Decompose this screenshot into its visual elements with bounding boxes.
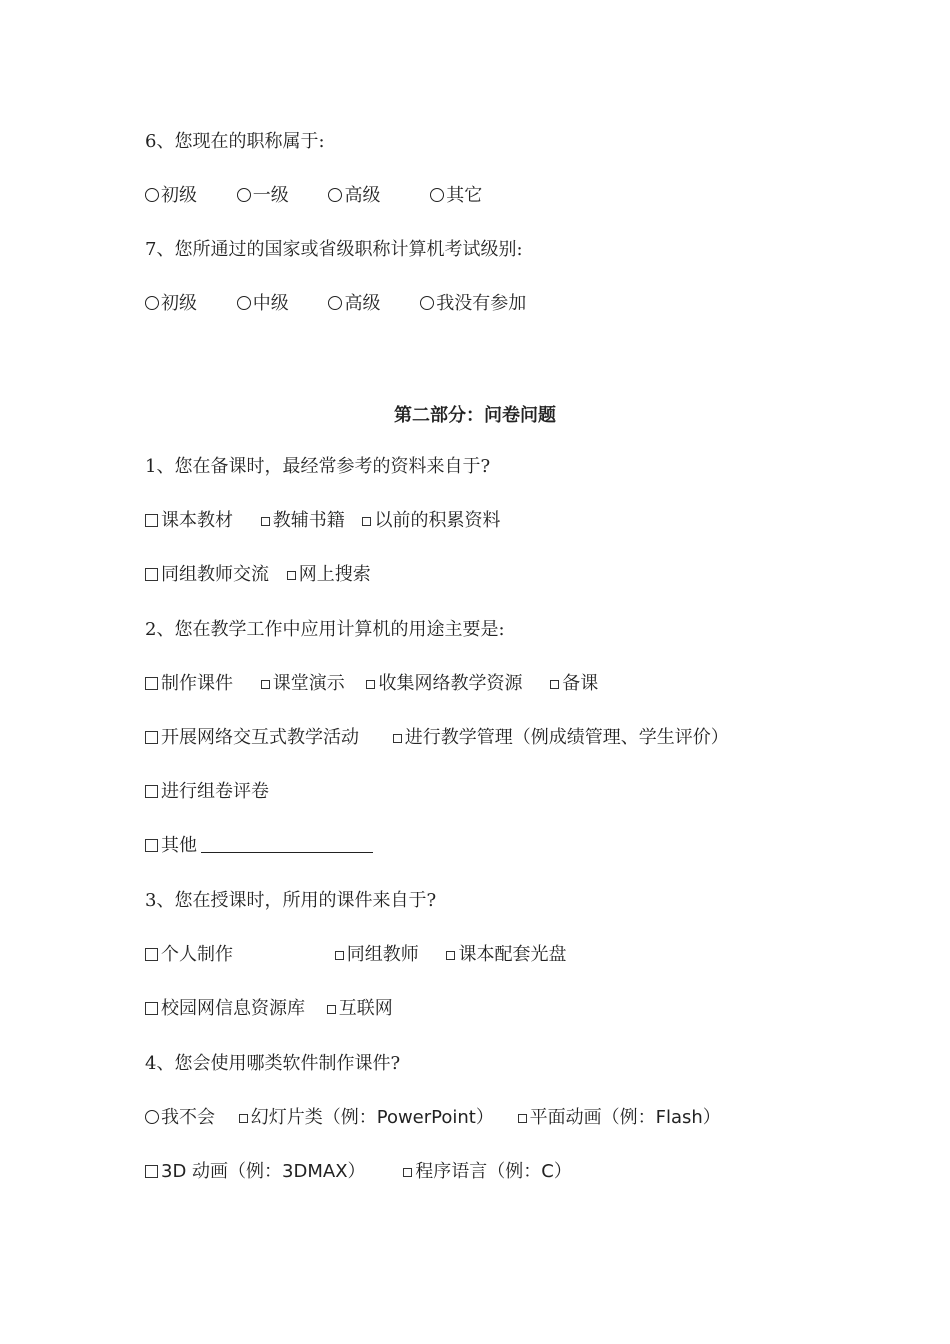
radio-icon[interactable] <box>237 296 251 310</box>
q4-option-4[interactable] <box>145 1160 366 1184</box>
checkbox-icon[interactable] <box>335 951 344 960</box>
question-p2-4: 4、您会使用哪类软件制作课件? <box>145 1053 401 1074</box>
option-label: 同组教师 <box>346 944 419 965</box>
radio-icon[interactable] <box>328 296 342 310</box>
option-label: 高级 <box>344 185 381 206</box>
question-7: 7、您所通过的国家或省级职称计算机考试级别: <box>145 239 523 260</box>
q6-option-2[interactable] <box>237 184 289 208</box>
option-label: 其它 <box>446 185 483 206</box>
q2-option-6[interactable] <box>393 726 729 750</box>
q2-options-row2 <box>145 726 763 750</box>
option-label: 进行教学管理（例成绩管理、学生评价） <box>404 727 729 748</box>
radio-icon[interactable] <box>328 188 342 202</box>
question-7-options <box>145 292 560 316</box>
q2-option-3[interactable] <box>366 672 522 696</box>
checkbox-icon[interactable] <box>145 568 158 581</box>
q7-option-2[interactable] <box>237 292 289 316</box>
option-label: 课本配套光盘 <box>458 944 567 965</box>
option-label: 网上搜索 <box>298 564 371 585</box>
q4-option-1[interactable] <box>145 1106 215 1130</box>
question-p2-2: 2、您在教学工作中应用计算机的用途主要是: <box>145 619 505 640</box>
option-label: 开展网络交互式教学活动 <box>161 727 359 748</box>
q1-options-row2 <box>145 563 405 587</box>
q3-option-4[interactable] <box>145 997 305 1021</box>
checkbox-icon[interactable] <box>362 517 371 526</box>
q1-options-row1 <box>145 509 534 533</box>
q2-option-2[interactable] <box>261 672 345 696</box>
option-label: 我不会 <box>161 1107 215 1128</box>
q2-option-5[interactable] <box>145 726 359 750</box>
option-label: 收集网络教学资源 <box>378 673 523 694</box>
checkbox-icon[interactable] <box>518 1114 527 1123</box>
option-label: 平面动画（例：Flash） <box>529 1107 721 1128</box>
q1-option-4[interactable] <box>145 563 269 587</box>
checkbox-icon[interactable] <box>145 839 158 852</box>
option-label: 一级 <box>252 185 289 206</box>
checkbox-icon[interactable] <box>145 785 158 798</box>
radio-icon[interactable] <box>420 296 434 310</box>
option-label: 高级 <box>344 293 381 314</box>
checkbox-icon[interactable] <box>239 1114 248 1123</box>
checkbox-icon[interactable] <box>261 680 270 689</box>
q2-option-7[interactable] <box>145 780 269 804</box>
checkbox-icon[interactable] <box>550 680 559 689</box>
checkbox-icon[interactable] <box>145 948 158 961</box>
q3-options-row2 <box>145 997 427 1021</box>
checkbox-icon[interactable] <box>145 1002 158 1015</box>
question-p2-3: 3、您在授课时，所用的课件来自于? <box>145 890 437 911</box>
checkbox-icon[interactable] <box>393 734 402 743</box>
q1-option-2[interactable] <box>261 509 345 533</box>
option-label: 中级 <box>252 293 289 314</box>
option-label: 同组教师交流 <box>161 564 269 585</box>
checkbox-icon[interactable] <box>145 677 158 690</box>
checkbox-icon[interactable] <box>327 1005 336 1014</box>
checkbox-icon[interactable] <box>145 514 158 527</box>
q2-option-8[interactable] <box>145 834 373 858</box>
question-6: 6、您现在的职称属于: <box>145 131 325 152</box>
q1-option-3[interactable] <box>362 509 500 533</box>
q2-option-1[interactable] <box>145 672 233 696</box>
checkbox-icon[interactable] <box>145 1165 158 1178</box>
q4-options-row2 <box>145 1160 606 1184</box>
checkbox-icon[interactable] <box>446 951 455 960</box>
option-label: 初级 <box>161 293 197 314</box>
q3-option-3[interactable] <box>446 943 566 967</box>
option-label: 教辅书籍 <box>272 510 345 531</box>
radio-icon[interactable] <box>145 1110 159 1124</box>
q4-option-5[interactable] <box>403 1160 572 1184</box>
section-heading: 第二部分：问卷问题 <box>394 405 556 426</box>
q7-option-1[interactable] <box>145 292 197 316</box>
radio-icon[interactable] <box>237 188 251 202</box>
option-label: 幻灯片类（例：PowerPoint） <box>250 1107 494 1128</box>
option-label: 程序语言（例：C） <box>415 1161 572 1182</box>
checkbox-icon[interactable] <box>287 571 296 580</box>
question-6-options <box>145 184 516 208</box>
radio-icon[interactable] <box>145 296 159 310</box>
q3-option-1[interactable] <box>145 943 233 967</box>
option-label: 备课 <box>562 673 599 694</box>
q2-options-row3 <box>145 780 303 804</box>
checkbox-icon[interactable] <box>403 1168 412 1177</box>
option-label: 个人制作 <box>161 944 233 965</box>
q1-option-5[interactable] <box>287 563 371 587</box>
q4-option-3[interactable] <box>518 1106 721 1130</box>
other-text-blank[interactable] <box>201 834 373 853</box>
q6-option-4[interactable] <box>430 184 482 208</box>
option-label: 制作课件 <box>161 673 233 694</box>
option-label: 课堂演示 <box>272 673 345 694</box>
option-label: 互联网 <box>338 998 393 1019</box>
q2-options-row1 <box>145 672 632 696</box>
q7-option-4[interactable] <box>420 292 526 316</box>
option-label: 以前的积累资料 <box>374 510 501 531</box>
option-label: 初级 <box>161 185 197 206</box>
radio-icon[interactable] <box>145 188 159 202</box>
radio-icon[interactable] <box>430 188 444 202</box>
option-label: 课本教材 <box>161 510 233 531</box>
option-label: 校园网信息资源库 <box>161 998 305 1019</box>
q3-options-row1 <box>145 943 600 967</box>
q4-option-2[interactable] <box>239 1106 494 1130</box>
checkbox-icon[interactable] <box>145 731 158 744</box>
checkbox-icon[interactable] <box>261 517 270 526</box>
q6-option-3[interactable] <box>328 184 380 208</box>
q3-option-2[interactable] <box>335 943 419 967</box>
q7-option-3[interactable] <box>328 292 380 316</box>
option-label: 3D 动画（例：3DMAX） <box>161 1161 366 1182</box>
q1-option-1[interactable] <box>145 509 233 533</box>
option-label: 进行组卷评卷 <box>161 781 269 802</box>
q2-option-4[interactable] <box>550 672 598 696</box>
option-label: 我没有参加 <box>436 293 527 314</box>
q2-options-row4 <box>145 834 407 858</box>
question-p2-1: 1、您在备课时，最经常参考的资料来自于? <box>145 456 491 477</box>
q4-options-row1 <box>145 1106 755 1130</box>
option-label: 其他 <box>161 835 197 856</box>
q6-option-1[interactable] <box>145 184 197 208</box>
checkbox-icon[interactable] <box>366 680 375 689</box>
q3-option-5[interactable] <box>327 997 393 1021</box>
